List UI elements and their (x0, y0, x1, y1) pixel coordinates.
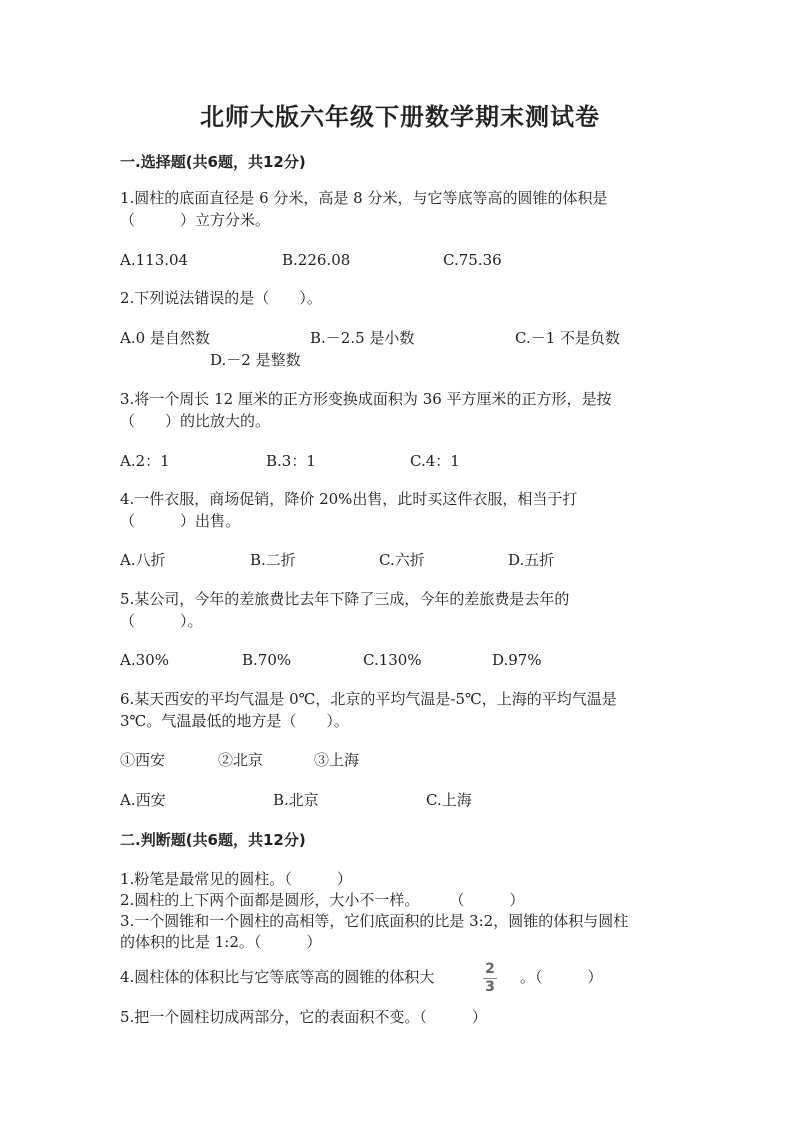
question-4-option-a: A.八折 (120, 551, 166, 569)
question-6-option-c: C.上海 (426, 791, 472, 809)
question-5-line1: 5.某公司，今年的差旅费比去年下降了三成，今年的差旅费是去年的 (120, 590, 570, 608)
section-heading-judgement: 二.判断题(共6题，共12分) (120, 831, 306, 849)
question-1-line2: （ ）立方分米。 (120, 211, 271, 229)
question-4-option-d: D.五折 (508, 551, 555, 569)
judgement-1: 1.粉笔是最常见的圆柱。（ ） (120, 870, 352, 888)
judgement-2: 2.圆柱的上下两个面都是圆形，大小不一样。 （ ） (120, 891, 525, 909)
question-1-option-a: A.113.04 (120, 251, 189, 269)
judgement-3-line1: 3.一个圆锥和一个圆柱的高相等，它们底面积的比是 3:2，圆锥的体积与圆柱 (120, 912, 629, 930)
question-4-line1: 4.一件衣服，商场促销，降价 20%出售，此时买这件衣服，相当于打 (120, 490, 578, 508)
question-2-option-a: A.0 是自然数 (120, 329, 210, 347)
judgement-3-line2: 的体积的比是 1:2。（ ） (120, 933, 322, 951)
question-3-option-c: C.4：1 (410, 452, 460, 470)
question-6-circled-1: ①西安 (120, 751, 166, 769)
question-5-option-d: D.97% (492, 651, 542, 669)
question-1-option-b: B.226.08 (282, 251, 351, 269)
judgement-4-blank: 。（ ） (520, 968, 603, 986)
question-6-option-a: A.西安 (120, 791, 166, 809)
question-5-option-a: A.30% (120, 651, 169, 669)
question-6-option-b: B.北京 (273, 791, 319, 809)
question-6-line1: 6.某天西安的平均气温是 0℃，北京的平均气温是-5℃，上海的平均气温是 (120, 690, 617, 708)
question-1-line1: 1.圆柱的底面直径是 6 分米，高是 8 分米，与它等底等高的圆锥的体积是 (120, 189, 608, 207)
question-6-circled-3: ③上海 (314, 751, 360, 769)
question-6-circled-2: ②北京 (218, 751, 264, 769)
question-2-line1: 2.下列说法错误的是（ ）。 (120, 289, 322, 307)
question-4-option-c: C.六折 (379, 551, 425, 569)
judgement-4-text: 4.圆柱体的体积比与它等底等高的圆锥的体积大 (120, 968, 435, 986)
section-heading-choice: 一.选择题(共6题，共12分) (120, 153, 306, 171)
page-title: 北师大版六年级下册数学期末测试卷 (200, 102, 600, 131)
question-5-option-c: C.130% (363, 651, 422, 669)
question-3-line2: （ ）的比放大的。 (120, 412, 271, 430)
question-5-line2: （ ）。 (120, 612, 203, 630)
judgement-5: 5.把一个圆柱切成两部分，它的表面积不变。（ ） (120, 1008, 487, 1026)
fraction-numerator: 2 (485, 961, 495, 977)
question-4-option-b: B.二折 (250, 551, 296, 569)
question-4-line2: （ ）出售。 (120, 512, 241, 530)
question-6-line2: 3℃。气温最低的地方是（ ）。 (120, 712, 349, 730)
question-3-option-a: A.2：1 (120, 452, 170, 470)
fraction-denominator: 3 (485, 979, 495, 995)
question-3-option-b: B.3：1 (266, 452, 316, 470)
question-1-option-c: C.75.36 (443, 251, 502, 269)
question-2-option-d: D.－2 是整数 (210, 351, 301, 369)
question-2-option-c: C.－1 不是负数 (515, 329, 621, 347)
fraction-two-thirds (480, 962, 500, 995)
question-5-option-b: B.70% (242, 651, 292, 669)
question-3-line1: 3.将一个周长 12 厘米的正方形变换成面积为 36 平方厘米的正方形，是按 (120, 390, 612, 408)
question-2-option-b: B.－2.5 是小数 (310, 329, 415, 347)
